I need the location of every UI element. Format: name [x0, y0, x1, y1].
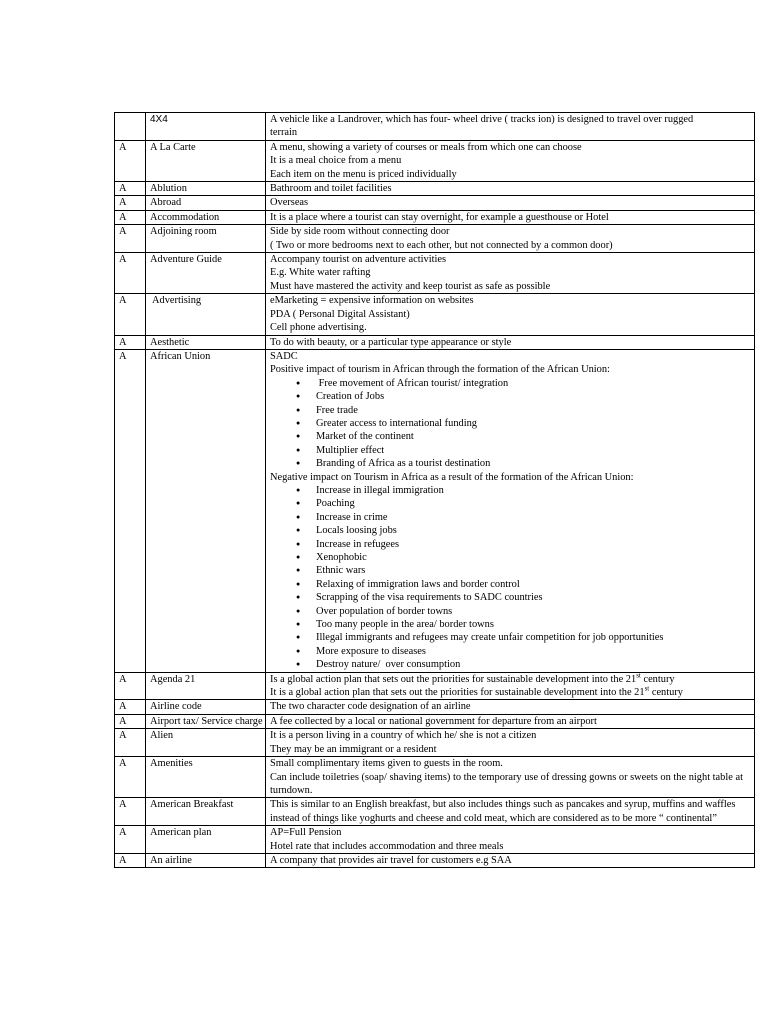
definition-line: Accompany tourist on adventure activities: [270, 254, 447, 266]
definition-line: A menu, showing a variety of courses or meals from which one can choose: [270, 141, 582, 153]
definition-cell: [266, 335, 755, 349]
definition-line: Each item on the menu is priced individually: [270, 168, 457, 180]
term-cell: Adjoining room: [146, 225, 266, 253]
definition-line: The two character code designation of an airline: [270, 701, 471, 713]
term-cell: Amenities: [146, 757, 266, 798]
definition-line: Overseas: [270, 197, 309, 209]
bullet-item: ● Over population of border towns: [270, 605, 754, 618]
table-row: [115, 196, 755, 210]
definition-cell: [266, 757, 755, 798]
table-row: [115, 182, 755, 196]
definition-cell: [266, 294, 755, 335]
letter-cell: A: [115, 757, 146, 798]
table-row: [115, 335, 755, 349]
bullet-item: ● Xenophobic: [270, 551, 754, 564]
term-cell: African Union: [146, 349, 266, 672]
definition-cell: [266, 798, 755, 826]
bullet-item: ● Ethnic wars: [270, 564, 754, 577]
letter-cell: A: [115, 700, 146, 714]
definition-cell: [266, 729, 755, 757]
letter-cell: [115, 113, 146, 141]
bullet-item: ● Destroy nature/ over consumption: [270, 658, 754, 671]
definition-cell: [266, 140, 755, 181]
term-cell: American Breakfast: [146, 798, 266, 826]
term-cell: 4X4: [146, 113, 266, 141]
term-cell: Aesthetic: [146, 335, 266, 349]
ordinal-suffix: st: [644, 684, 650, 693]
table-row: [115, 294, 755, 335]
definition-line: Cell phone advertising.: [270, 322, 367, 334]
definition-cell: [266, 196, 755, 210]
table-row: [115, 729, 755, 757]
definition-cell: [266, 672, 755, 700]
letter-cell: A: [115, 196, 146, 210]
definition-line: To do with beauty, or a particular type appearance or style: [270, 336, 512, 348]
definition-line: A company that provides air travel for customers e.g SAA: [270, 854, 512, 866]
definition-line: eMarketing = expensive information on websites: [270, 295, 474, 307]
letter-cell: A: [115, 225, 146, 253]
term-cell: Accommodation: [146, 210, 266, 224]
definition-line: [270, 686, 754, 699]
bullet-item: ● Creation of Jobs: [270, 390, 754, 403]
definition-line: It is a place where a tourist can stay overnight, for example a guesthouse or Hotel: [270, 211, 609, 223]
definition-line: It is a person living in a country of which he/ she is not a citizen: [270, 730, 537, 742]
table-row: [115, 757, 755, 798]
term-cell: Abroad: [146, 196, 266, 210]
bullet-item: ● Multiplier effect: [270, 444, 754, 457]
bullet-item: ● Market of the continent: [270, 430, 754, 443]
definition-paragraph: This is similar to an English breakfast, but also includes things such as pancakes and syrup, muffins and waffles instead of things like yoghurts and cheese and cold meat, which are considered as to be more “ continental”: [270, 799, 736, 824]
definition-cell: [266, 113, 755, 141]
term-cell: Alien: [146, 729, 266, 757]
table-row: [115, 225, 755, 253]
letter-cell: A: [115, 826, 146, 854]
bullet-item: ● Free trade: [270, 404, 754, 417]
line-text: It is a global action plan that sets out the priorities for sustainable development into the 21: [270, 687, 645, 699]
definition-line: ( Two or more bedrooms next to each other, but not connected by a common door): [270, 239, 613, 251]
definition-cell: [266, 182, 755, 196]
definition-cell: [266, 714, 755, 728]
letter-cell: A: [115, 729, 146, 757]
table-row: [115, 798, 755, 826]
term-cell: Airline code: [146, 700, 266, 714]
definition-cell: [266, 253, 755, 294]
definition-cell: [266, 210, 755, 224]
bullet-item: ● Poaching: [270, 497, 754, 510]
definition-cell: [266, 700, 755, 714]
definition-line: It is a meal choice from a menu: [270, 155, 402, 167]
bullet-item: ● Increase in illegal immigration: [270, 484, 754, 497]
definition-line: SADC: [270, 350, 298, 362]
definition-line: Bathroom and toilet facilities: [270, 183, 392, 195]
definition-cell: [266, 225, 755, 253]
definition-cell: [266, 826, 755, 854]
term-cell: American plan: [146, 826, 266, 854]
definition-line: [270, 673, 754, 686]
letter-cell: A: [115, 798, 146, 826]
letter-cell: A: [115, 853, 146, 867]
positive-heading: Positive impact of tourism in African through the formation of the African Union:: [270, 364, 610, 376]
definition-line: They may be an immigrant or a resident: [270, 743, 437, 755]
table-row: [115, 210, 755, 224]
definition-cell: [266, 853, 755, 867]
definition-line: E.g. White water rafting: [270, 267, 371, 279]
term-cell: Agenda 21: [146, 672, 266, 700]
table-row: [115, 140, 755, 181]
bullet-item: ● Greater access to international funding: [270, 417, 754, 430]
letter-cell: A: [115, 672, 146, 700]
definition-line: Side by side room without connecting door: [270, 226, 450, 238]
term-cell: Advertising: [146, 294, 266, 335]
bullet-item: ● Too many people in the area/ border towns: [270, 618, 754, 631]
bullet-item: ● Branding of Africa as a tourist destination: [270, 457, 754, 470]
definition-paragraph: Can include toiletries (soap/ shaving items) to the temporary use of dressing gowns or sweets on the night table at turndown.: [270, 771, 743, 796]
definition-line: Must have mastered the activity and keep tourist as safe as possible: [270, 280, 551, 292]
line-text: century: [640, 673, 675, 685]
letter-cell: A: [115, 182, 146, 196]
term-cell: An airline: [146, 853, 266, 867]
table-row: [115, 826, 755, 854]
definition-line: Small complimentary items given to guests in the room.: [270, 758, 503, 770]
definition-cell: [266, 349, 755, 672]
table-row: [115, 700, 755, 714]
table-row: [115, 113, 755, 141]
bullet-item: ● Increase in crime: [270, 511, 754, 524]
definition-line: Hotel rate that includes accommodation and three meals: [270, 840, 504, 852]
term-cell: Airport tax/ Service charge: [146, 714, 266, 728]
letter-cell: A: [115, 714, 146, 728]
letter-cell: A: [115, 253, 146, 294]
definition-line: A vehicle like a Landrover, which has four- wheel drive ( tracks ion) is designed to travel over rugged: [270, 114, 694, 125]
table-row: [115, 714, 755, 728]
bullet-item: ● More exposure to diseases: [270, 645, 754, 658]
term-cell: Adventure Guide: [146, 253, 266, 294]
letter-cell: A: [115, 210, 146, 224]
letter-cell: A: [115, 335, 146, 349]
bullet-item: ● Illegal immigrants and refugees may create unfair competition for job opportunities: [270, 631, 754, 644]
term-cell: Ablution: [146, 182, 266, 196]
glossary-table: [114, 112, 755, 868]
letter-cell: A: [115, 294, 146, 335]
letter-cell: A: [115, 349, 146, 672]
definition-line: PDA ( Personal Digital Assistant): [270, 308, 410, 320]
table-row: [115, 253, 755, 294]
line-text: Is a global action plan that sets out the priorities for sustainable development into the 21: [270, 673, 637, 685]
table-row: [115, 672, 755, 700]
letter-cell: A: [115, 140, 146, 181]
bullet-item: ● Increase in refugees: [270, 538, 754, 551]
table-row: [115, 853, 755, 867]
bullet-item: ● Locals loosing jobs: [270, 524, 754, 537]
line-text: century: [649, 687, 683, 699]
bullet-item: ● Scrapping of the visa requirements to SADC countries: [270, 591, 754, 604]
table-row: [115, 349, 755, 672]
term-cell: A La Carte: [146, 140, 266, 181]
bullet-item: ● Relaxing of immigration laws and border control: [270, 578, 754, 591]
definition-line: terrain: [270, 127, 298, 139]
ordinal-suffix: st: [636, 672, 641, 680]
definition-line: A fee collected by a local or national government for departure from an airport: [270, 715, 597, 727]
definition-line: AP=Full Pension: [270, 827, 342, 839]
bullet-item: ● Free movement of African tourist/ integration: [270, 377, 754, 390]
negative-heading: Negative impact on Tourism in Africa as a result of the formation of the African Union:: [270, 471, 634, 483]
